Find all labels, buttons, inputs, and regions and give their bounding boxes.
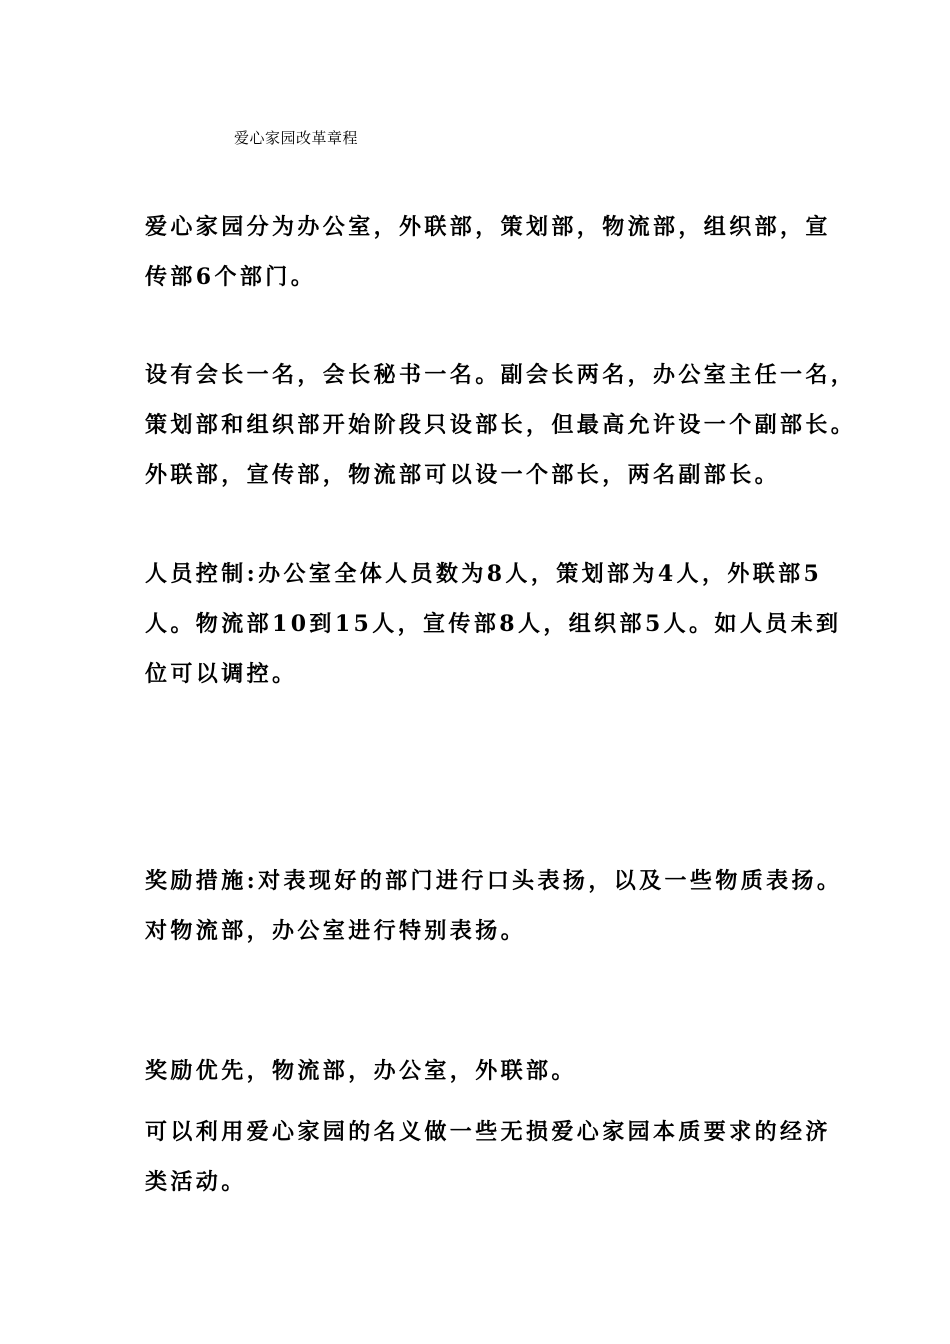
paragraph-line: 可以利用爱心家园的名义做一些无损爱心家园本质要求的经济 [145,1119,831,1145]
paragraph-line: 设有会长一名，会长秘书一名。副会长两名，办公室主任一名， [145,362,857,388]
paragraph-line: 人员控制:办公室全体人员数为8人，策划部为4人，外联部5 [145,561,823,587]
paragraph-staffing [145,549,842,699]
paragraph-line: 奖励优先，物流部，办公室，外联部。 [145,1058,577,1084]
paragraph-positions [145,350,857,500]
paragraph-line: 类活动。 [145,1169,247,1195]
document-title: 爱心家园改革章程 [234,129,359,147]
paragraph-departments [145,202,831,302]
paragraph-line: 位可以调控。 [145,661,298,687]
paragraph-line: 外联部，宣传部，物流部可以设一个部长，两名副部长。 [145,462,781,488]
paragraph-reward-priority [145,1058,825,1084]
paragraph-line: 爱心家园分为办公室，外联部，策划部，物流部，组织部，宣 [145,214,831,240]
paragraph-rewards [145,856,843,956]
paragraph-line: 人。物流部10到15人，宣传部8人，组织部5人。如人员未到 [145,611,842,637]
paragraph-economic-activities [145,1107,831,1207]
paragraph-line: 策划部和组织部开始阶段只设部长，但最高允许设一个副部长。 [145,412,857,438]
paragraph-line: 对物流部，办公室进行特别表扬。 [145,918,527,944]
paragraph-line: 传部6个部门。 [145,264,317,290]
paragraph-line: 奖励措施:对表现好的部门进行口头表扬，以及一些物质表扬。 [145,868,843,894]
